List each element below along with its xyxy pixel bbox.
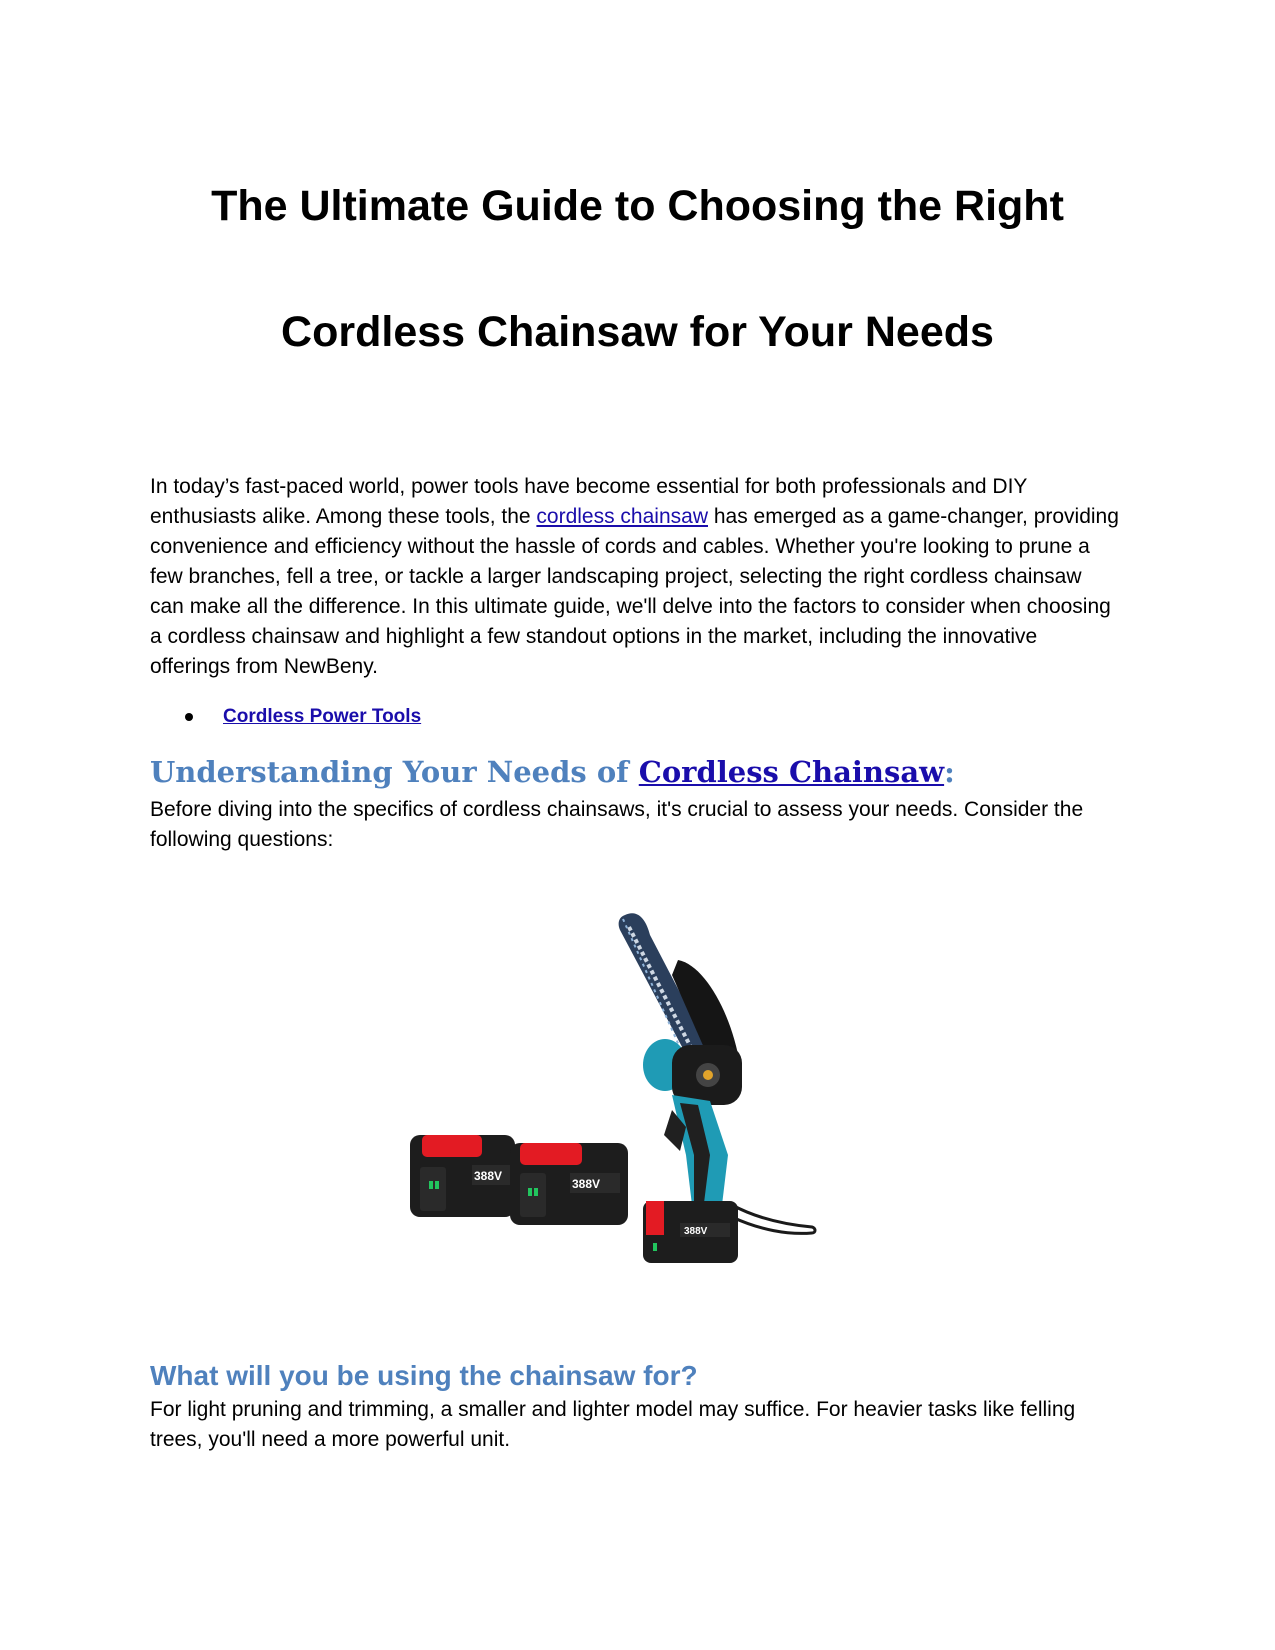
intro-paragraph [150, 472, 1120, 682]
section-heading-usage: What will you be using the chainsaw for? [150, 1360, 698, 1391]
battery-left [410, 1135, 515, 1217]
product-image-chainsaw-kit [410, 905, 870, 1325]
chainsaw-kit-illustration [410, 905, 870, 1325]
bullet-icon [185, 713, 193, 721]
battery-label-middle: 388V [572, 1177, 601, 1191]
battery-middle [510, 1143, 628, 1225]
page-title-line-1: The Ultimate Guide to Choosing the Right [211, 182, 1064, 230]
section-heading-understanding-needs [150, 752, 955, 792]
chainsaw-handle [664, 1095, 728, 1205]
battery-label-attached: 388V [684, 1226, 708, 1237]
chainsaw-lanyard [732, 1205, 815, 1233]
section-heading-suffix: : [944, 755, 955, 789]
intro-text-after-link: has emerged as a game-changer, providing convenience and efficiency without the hassle of cords and cables. Whether you're looking to prune a few branches, fell a tree, or tackle a larger landscaping project, selecting the right cordless chainsaw can make all the difference. In this ultimate guide, we'll delve into the factors to consider when choosing a cordless chainsaw and highlight a few standout options in the market, including the innovative offerings from NewBeny. [150, 505, 1119, 678]
section-paragraph: Before diving into the specifics of cordless chainsaws, it's crucial to assess your needs. Consider the following questions: [150, 798, 1084, 851]
chainsaw-motor-head [643, 1039, 742, 1105]
intro-text-before-link: In today’s fast-paced world, power tools have become essential for both professionals and DIY enthusiasts alike. Among these tools, the [150, 475, 1028, 528]
battery-attached [643, 1201, 738, 1263]
page-title-line-2: Cordless Chainsaw for Your Needs [281, 308, 994, 356]
cordless-chainsaw-heading-link[interactable]: Cordless Chainsaw [638, 755, 945, 789]
cordless-chainsaw-link[interactable]: cordless chainsaw [536, 505, 708, 528]
usage-paragraph: For light pruning and trimming, a smaller and lighter model may suffice. For heavier tasks like felling trees, you'll need a more powerful unit. [150, 1398, 1076, 1451]
section-heading-prefix: Understanding Your Needs of [150, 755, 639, 789]
battery-label-left: 388V [474, 1169, 503, 1183]
cordless-power-tools-link[interactable]: Cordless Power Tools [223, 706, 422, 727]
